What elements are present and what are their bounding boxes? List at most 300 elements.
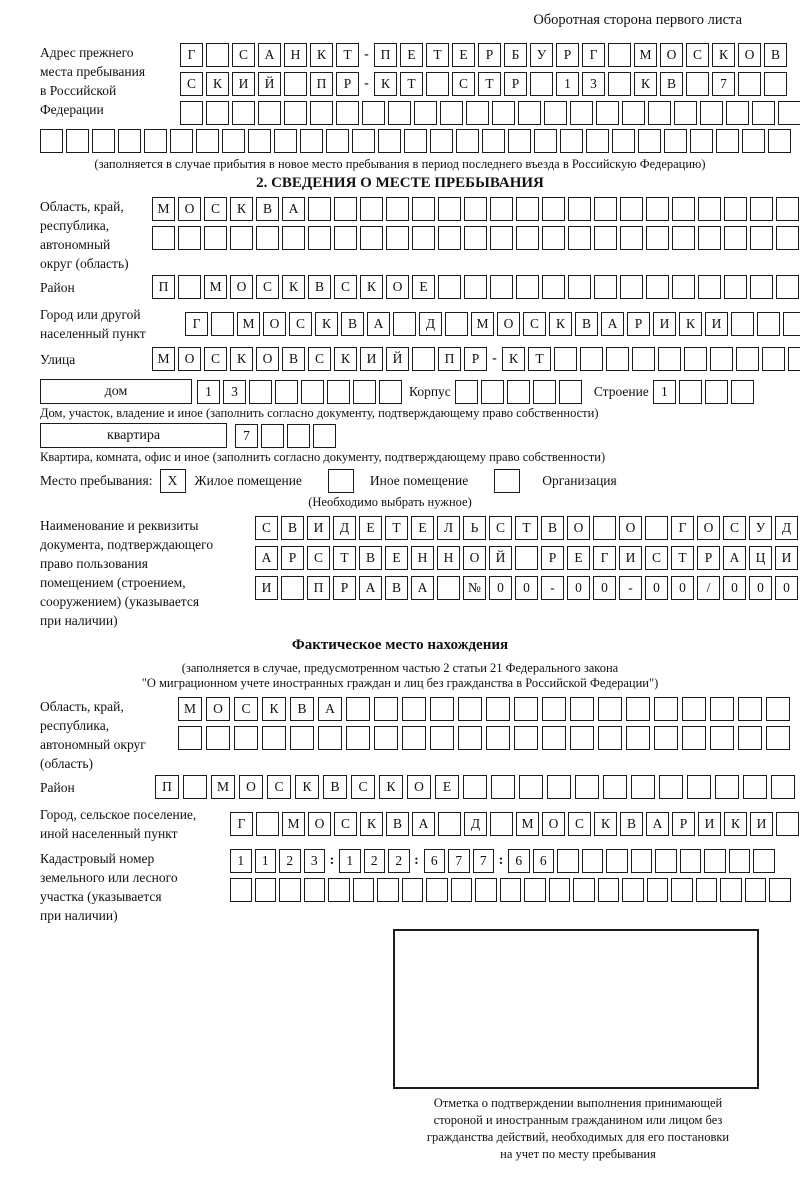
char-cell: О (619, 516, 642, 540)
char-cell: В (282, 347, 305, 371)
char-cell: В (323, 775, 347, 799)
char-cell (430, 726, 454, 750)
char-cell (118, 129, 141, 153)
char-cell (750, 197, 773, 221)
char-cell (720, 878, 742, 902)
prev-address-row-3 (180, 101, 800, 125)
char-cell (402, 726, 426, 750)
char-cell (426, 878, 448, 902)
char-cell (402, 697, 426, 721)
char-cell: Ь (463, 516, 486, 540)
char-cell: 0 (515, 576, 538, 600)
char-cell (308, 197, 331, 221)
char-cell (440, 101, 463, 125)
char-cell (180, 101, 203, 125)
char-cell: О (230, 275, 253, 299)
char-cell: О (308, 812, 331, 836)
char-cell (686, 72, 709, 96)
char-cell: 0 (749, 576, 772, 600)
label-line: на учет по месту пребывания (500, 1147, 656, 1161)
char-cell (274, 129, 297, 153)
char-cell: 0 (775, 576, 798, 600)
char-cell: 2 (388, 849, 410, 873)
char-cell (631, 849, 653, 873)
char-cell: 0 (593, 576, 616, 600)
char-cell (682, 726, 706, 750)
char-cell (738, 726, 762, 750)
checkbox-other-premises (328, 469, 354, 493)
char-cell (282, 226, 305, 250)
char-cell (256, 226, 279, 250)
char-cell: К (724, 812, 747, 836)
char-cell (255, 878, 277, 902)
confirmation-stamp-box (393, 929, 759, 1089)
label-line: в Российской (40, 83, 117, 98)
stroenie-label: Строение (593, 383, 649, 399)
char-cell: К (379, 775, 403, 799)
char-cell (437, 576, 460, 600)
char-cell: С (256, 275, 279, 299)
char-cell: Й (386, 347, 409, 371)
char-cell (608, 43, 631, 67)
cell-separator: - (364, 47, 369, 62)
char-cell (486, 726, 510, 750)
char-cell (211, 312, 234, 336)
char-cell: Д (464, 812, 487, 836)
char-cell (519, 775, 543, 799)
char-cell (475, 878, 497, 902)
char-cell (464, 275, 487, 299)
char-cell (327, 380, 350, 404)
char-cell: 0 (567, 576, 590, 600)
char-cell: 3 (223, 380, 246, 404)
char-cell (414, 101, 437, 125)
char-cell (549, 878, 571, 902)
char-cell: М (634, 43, 657, 67)
char-cell: Т (385, 516, 408, 540)
char-cell: 2 (279, 849, 301, 873)
char-cell (206, 43, 229, 67)
char-cell: № (463, 576, 486, 600)
char-cell (620, 226, 643, 250)
char-cell (586, 129, 609, 153)
char-cell (438, 197, 461, 221)
char-cell: 1 (255, 849, 277, 873)
apartment-note: Квартира, комната, офис и иное (заполнить согласно документу, подтверждающему право собственности) (40, 450, 606, 464)
char-cell (608, 72, 631, 96)
char-cell (750, 226, 773, 250)
char-cell (626, 697, 650, 721)
char-cell (426, 72, 449, 96)
char-cell: К (549, 312, 572, 336)
char-cell (308, 226, 331, 250)
char-cell (557, 849, 579, 873)
char-cell: О (497, 312, 520, 336)
char-cell (700, 101, 723, 125)
cell-separator: : (498, 853, 504, 868)
char-cell: А (412, 812, 435, 836)
char-cell: С (267, 775, 291, 799)
char-cell (593, 516, 616, 540)
char-cell: К (262, 697, 286, 721)
char-cell: М (471, 312, 494, 336)
fact-city-field (40, 805, 767, 843)
char-cell (646, 197, 669, 221)
char-cell: В (541, 516, 564, 540)
char-cell: А (367, 312, 390, 336)
cadastral-field (40, 849, 760, 925)
char-cell: 1 (653, 380, 676, 404)
city-row (185, 312, 800, 336)
char-cell: Д (419, 312, 442, 336)
ownership-doc-grid (255, 516, 798, 600)
char-cell: О (542, 812, 565, 836)
char-cell (374, 726, 398, 750)
char-cell (783, 312, 800, 336)
cell-separator: - (364, 76, 369, 91)
char-cell (570, 726, 594, 750)
checkbox-residential: X (160, 469, 186, 493)
char-cell: И (698, 812, 721, 836)
char-cell: И (705, 312, 728, 336)
prev-address-note: (заполняется в случае прибытия в новое место пребывания в период последнего въезда в Российскую Федерацию) (94, 157, 706, 171)
char-cell: 3 (304, 849, 326, 873)
char-cell: В (308, 275, 331, 299)
char-cell (455, 380, 478, 404)
label-line: иной населенный пункт (40, 826, 178, 841)
char-cell (672, 226, 695, 250)
char-cell: А (258, 43, 281, 67)
char-cell: С (523, 312, 546, 336)
char-cell: О (386, 275, 409, 299)
char-cell: В (620, 812, 643, 836)
char-cell (256, 812, 279, 836)
char-cell (554, 347, 577, 371)
label-line: автономный (40, 237, 111, 252)
char-cell (704, 849, 726, 873)
prev-address-label (40, 43, 180, 119)
char-cell (230, 878, 252, 902)
char-cell (632, 347, 655, 371)
char-cell (598, 726, 622, 750)
char-cell: Т (671, 546, 694, 570)
char-cell (310, 101, 333, 125)
checkbox-organization (494, 469, 520, 493)
fact-region-row-1 (178, 697, 790, 721)
char-cell: М (237, 312, 260, 336)
char-cell (430, 129, 453, 153)
confirmation-stamp-note (358, 1095, 798, 1163)
char-cell (500, 878, 522, 902)
char-cell: О (567, 516, 590, 540)
char-cell: А (318, 697, 342, 721)
ownership-doc-row-2 (255, 546, 798, 570)
char-cell: А (723, 546, 746, 570)
char-cell (731, 380, 754, 404)
fact-district-row (155, 775, 795, 799)
char-cell: 0 (645, 576, 668, 600)
char-cell: Г (671, 516, 694, 540)
char-cell: С (334, 812, 357, 836)
char-cell (463, 775, 487, 799)
korpus-label: Корпус (409, 383, 451, 399)
char-cell (729, 849, 751, 873)
char-cell: Н (437, 546, 460, 570)
char-cell: 0 (723, 576, 746, 600)
label-line: сооружением) (указывается (40, 594, 200, 609)
char-cell: С (686, 43, 709, 67)
label-line: Наименование и реквизиты (40, 518, 199, 533)
char-cell: Е (411, 516, 434, 540)
char-cell: А (255, 546, 278, 570)
char-cell: Б (504, 43, 527, 67)
region-label (40, 197, 152, 273)
char-cell (196, 129, 219, 153)
char-cell (206, 101, 229, 125)
char-cell (204, 226, 227, 250)
ownership-doc-field (40, 516, 792, 630)
char-cell: Е (400, 43, 423, 67)
char-cell: У (749, 516, 772, 540)
char-cell: Й (258, 72, 281, 96)
char-cell (672, 197, 695, 221)
char-cell: О (239, 775, 263, 799)
char-cell (334, 226, 357, 250)
char-cell (490, 275, 513, 299)
char-cell (232, 101, 255, 125)
char-cell (766, 726, 790, 750)
char-cell: 3 (582, 72, 605, 96)
char-cell (620, 275, 643, 299)
char-cell: О (263, 312, 286, 336)
fact-region-field (40, 697, 760, 773)
char-cell (568, 275, 591, 299)
char-cell: Т (333, 546, 356, 570)
char-cell: Г (185, 312, 208, 336)
prev-address-grid (180, 43, 800, 125)
char-cell (360, 226, 383, 250)
char-cell (750, 275, 773, 299)
ownership-doc-label (40, 516, 255, 630)
char-cell (258, 101, 281, 125)
char-cell (698, 226, 721, 250)
char-cell (674, 101, 697, 125)
char-cell (287, 424, 310, 448)
char-cell: Т (426, 43, 449, 67)
char-cell (573, 878, 595, 902)
char-cell (326, 129, 349, 153)
char-cell: Е (385, 546, 408, 570)
char-cell (696, 878, 718, 902)
char-cell (710, 697, 734, 721)
char-cell (507, 380, 530, 404)
cell-separator: : (329, 853, 335, 868)
char-cell (672, 275, 695, 299)
char-cell: С (351, 775, 375, 799)
char-cell (710, 347, 733, 371)
char-cell (654, 726, 678, 750)
char-cell (568, 197, 591, 221)
char-cell: И (255, 576, 278, 600)
char-cell (178, 726, 202, 750)
label-line: Область, край, (40, 199, 124, 214)
city-label (40, 305, 185, 343)
char-cell: - (619, 576, 642, 600)
char-cell (622, 878, 644, 902)
char-cell (659, 775, 683, 799)
char-cell (430, 697, 454, 721)
char-cell: И (653, 312, 676, 336)
char-cell: О (178, 347, 201, 371)
char-cell: Н (411, 546, 434, 570)
char-cell (353, 878, 375, 902)
char-cell: В (764, 43, 787, 67)
char-cell (736, 347, 759, 371)
prev-address-row-2 (180, 72, 800, 96)
char-cell (456, 129, 479, 153)
char-cell: В (385, 576, 408, 600)
char-cell: К (310, 43, 333, 67)
char-cell: Т (515, 516, 538, 540)
char-cell (606, 347, 629, 371)
char-cell: С (645, 546, 668, 570)
label-line: участка (указывается (40, 889, 162, 904)
char-cell (655, 849, 677, 873)
char-cell: Р (336, 72, 359, 96)
char-cell: Е (452, 43, 475, 67)
char-cell: М (211, 775, 235, 799)
char-cell (764, 72, 787, 96)
char-cell: К (360, 812, 383, 836)
char-cell (594, 197, 617, 221)
char-cell (603, 775, 627, 799)
char-cell: М (152, 347, 175, 371)
char-cell (582, 849, 604, 873)
char-cell: 0 (671, 576, 694, 600)
char-cell (318, 726, 342, 750)
option-residential-label: Жилое помещение (194, 473, 302, 488)
char-cell: К (230, 347, 253, 371)
korpus-cells (455, 380, 582, 404)
char-cell: И (775, 546, 798, 570)
char-cell (742, 129, 765, 153)
char-cell: К (374, 72, 397, 96)
char-cell (374, 697, 398, 721)
char-cell (514, 726, 538, 750)
char-cell (575, 775, 599, 799)
char-cell: И (619, 546, 642, 570)
district-field (40, 275, 760, 299)
char-cell (412, 347, 435, 371)
char-cell (482, 129, 505, 153)
char-cell: О (660, 43, 683, 67)
char-cell: В (359, 546, 382, 570)
char-cell: Н (284, 43, 307, 67)
char-cell (66, 129, 89, 153)
fact-note-line-2: "О миграционном учете иностранных граждан и лиц без гражданства в Российской Федерации") (141, 676, 659, 690)
char-cell (598, 878, 620, 902)
label-line: при наличии) (40, 908, 118, 923)
char-cell: М (152, 197, 175, 221)
char-cell: Г (593, 546, 616, 570)
char-cell (542, 726, 566, 750)
char-cell: М (516, 812, 539, 836)
char-cell (360, 197, 383, 221)
house-field (40, 379, 760, 404)
char-cell (684, 347, 707, 371)
char-cell (290, 726, 314, 750)
char-cell (698, 275, 721, 299)
char-cell: Т (528, 347, 551, 371)
fact-city-row (230, 812, 799, 836)
char-cell (386, 197, 409, 221)
char-cell (152, 226, 175, 250)
label-line: Кадастровый номер (40, 851, 155, 866)
char-cell: 1 (230, 849, 252, 873)
char-cell (508, 129, 531, 153)
char-cell: В (290, 697, 314, 721)
char-cell (534, 129, 557, 153)
char-cell (352, 129, 375, 153)
char-cell: С (232, 43, 255, 67)
char-cell: А (411, 576, 434, 600)
char-cell: Р (464, 347, 487, 371)
char-cell (438, 226, 461, 250)
char-cell: Л (437, 516, 460, 540)
char-cell (776, 226, 799, 250)
char-cell: 1 (197, 380, 220, 404)
char-cell (222, 129, 245, 153)
char-cell: О (407, 775, 431, 799)
char-cell: С (308, 347, 331, 371)
prev-address-row-4 (40, 129, 760, 153)
char-cell (698, 197, 721, 221)
char-cell: П (152, 275, 175, 299)
char-cell: И (232, 72, 255, 96)
street-row (152, 347, 800, 371)
char-cell (458, 726, 482, 750)
char-cell (234, 726, 258, 750)
char-cell: С (334, 275, 357, 299)
char-cell (542, 275, 565, 299)
char-cell (412, 197, 435, 221)
char-cell (726, 101, 749, 125)
char-cell (647, 878, 669, 902)
label-line: Город, сельское поселение, (40, 807, 197, 822)
char-cell (300, 129, 323, 153)
char-cell (743, 775, 767, 799)
char-cell: С (204, 347, 227, 371)
stay-type-label: Место пребывания: (40, 473, 153, 488)
char-cell: К (712, 43, 735, 67)
cadastral-label (40, 849, 230, 925)
fact-region-grid (178, 697, 790, 750)
fact-district-label: Район (40, 779, 75, 795)
char-cell (547, 775, 571, 799)
char-cell (458, 697, 482, 721)
char-cell: Д (775, 516, 798, 540)
label-line: право пользования (40, 556, 148, 571)
label-line: республика, (40, 718, 110, 733)
char-cell: С (307, 546, 330, 570)
char-cell: 1 (339, 849, 361, 873)
char-cell: С (180, 72, 203, 96)
char-cell (328, 878, 350, 902)
char-cell (514, 697, 538, 721)
char-cell: К (282, 275, 305, 299)
char-cell (377, 878, 399, 902)
label-line: при наличии) (40, 613, 118, 628)
